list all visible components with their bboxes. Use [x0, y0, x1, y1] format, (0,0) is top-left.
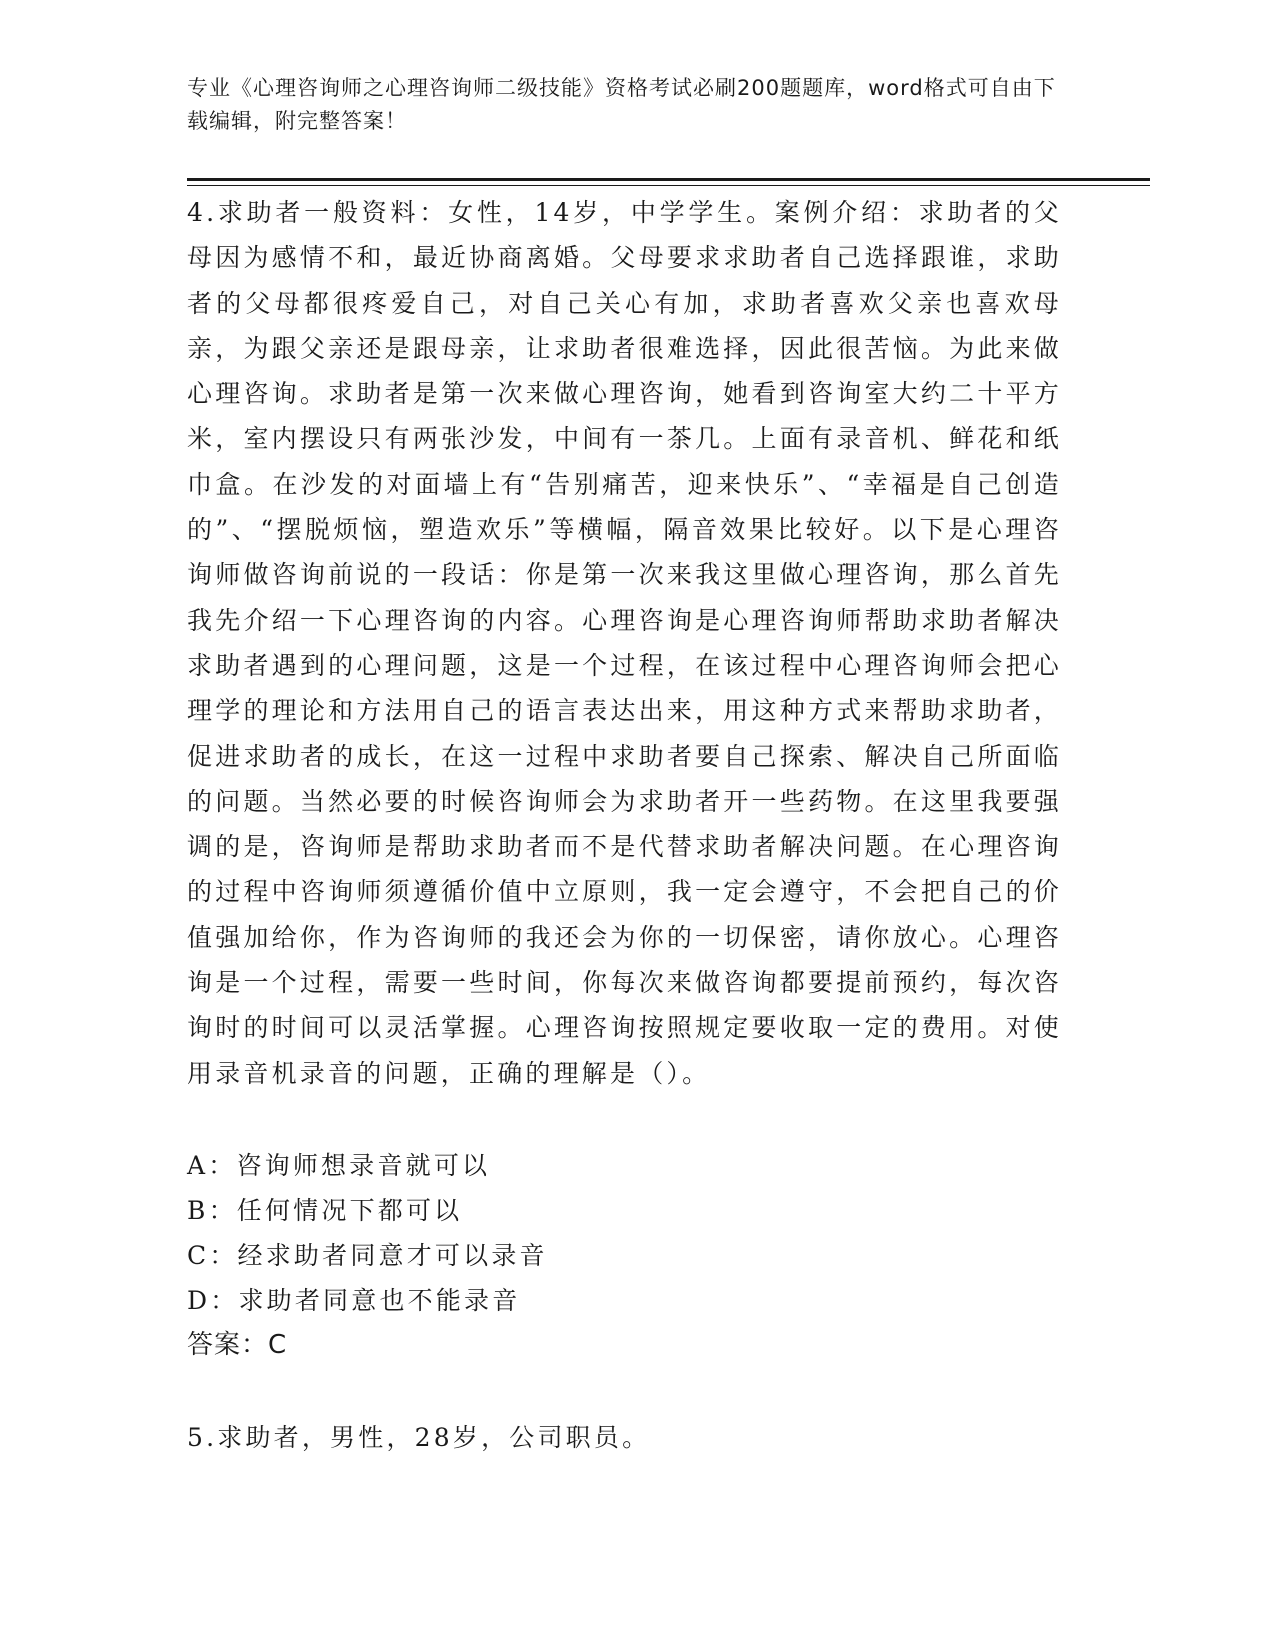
document-header: 专业《心理咨询师之心理咨询师二级技能》资格考试必刷200题题库，word格式可自由下载编辑，附完整答案！ — [187, 76, 1056, 133]
question-4-stem: 4.求助者一般资料：女性，14岁，中学学生。案例介绍：求助者的父母因为感情不和，最近协商离婚。父母要求求助者自己选择跟谁，求助者的父母都很疼爱自己，对自己关心有加，求助者喜欢父亲也喜欢母亲，为跟父亲还是跟母亲，让求助者很难选择，因此很苦恼。为此来做心理咨询。求助者是第一次来做心理咨询，她看到咨询室大约二十平方米，室内摆设只有两张沙发，中间有一茶几。上面有录音机、鲜花和纸巾盒。在沙发的对面墙上有“告别痛苦，迎来快乐”、“幸福是自己创造的”、“摆脱烦恼，塑造欢乐”等横幅，隔音效果比较好。以下是心理咨询师做咨询前说的一段话：你是第一次来我这里做心理咨询，那么首先我先介绍一下心理咨询的内容。心理咨询是心理咨询师帮助求助者解决求助者遇到的心理问题，这是一个过程，在该过程中心理咨询师会把心理学的理论和方法用自己的语言表达出来，用这种方式来帮助求助者，促进求助者的成长，在这一过程中求助者要自己探索、解决自己所面临的问题。当然必要的时候咨询师会为求助者开一些药物。在这里我要强调的是，咨询师是帮助求助者而不是代替求助者解决问题。在心理咨询的过程中咨询师须遵循价值中立原则，我一定会遵守，不会把自己的价值强加给你，作为咨询师的我还会为你的一切保密，请你放心。心理咨询是一个过程，需要一些时间，你每次来做咨询都要提前预约，每次咨询时的时间可以灵活掌握。心理咨询按照规定要收取一定的费用。对使用录音机录音的问题，正确的理解是（）。 — [187, 198, 1062, 1088]
option-b: B：任何情况下都可以 — [187, 1196, 463, 1225]
question-5-stem: 5.求助者，男性，28岁，公司职员。 — [187, 1423, 651, 1452]
option-a: A：咨询师想录音就可以 — [187, 1151, 491, 1180]
option-d: D：求助者同意也不能录音 — [187, 1286, 521, 1315]
option-c: C：经求助者同意才可以录音 — [187, 1241, 548, 1270]
question-4-options — [187, 1143, 1062, 1323]
header-divider-thick — [187, 178, 1150, 181]
question-4-answer: 答案：C — [187, 1330, 288, 1360]
header-divider-thin — [187, 185, 1150, 186]
